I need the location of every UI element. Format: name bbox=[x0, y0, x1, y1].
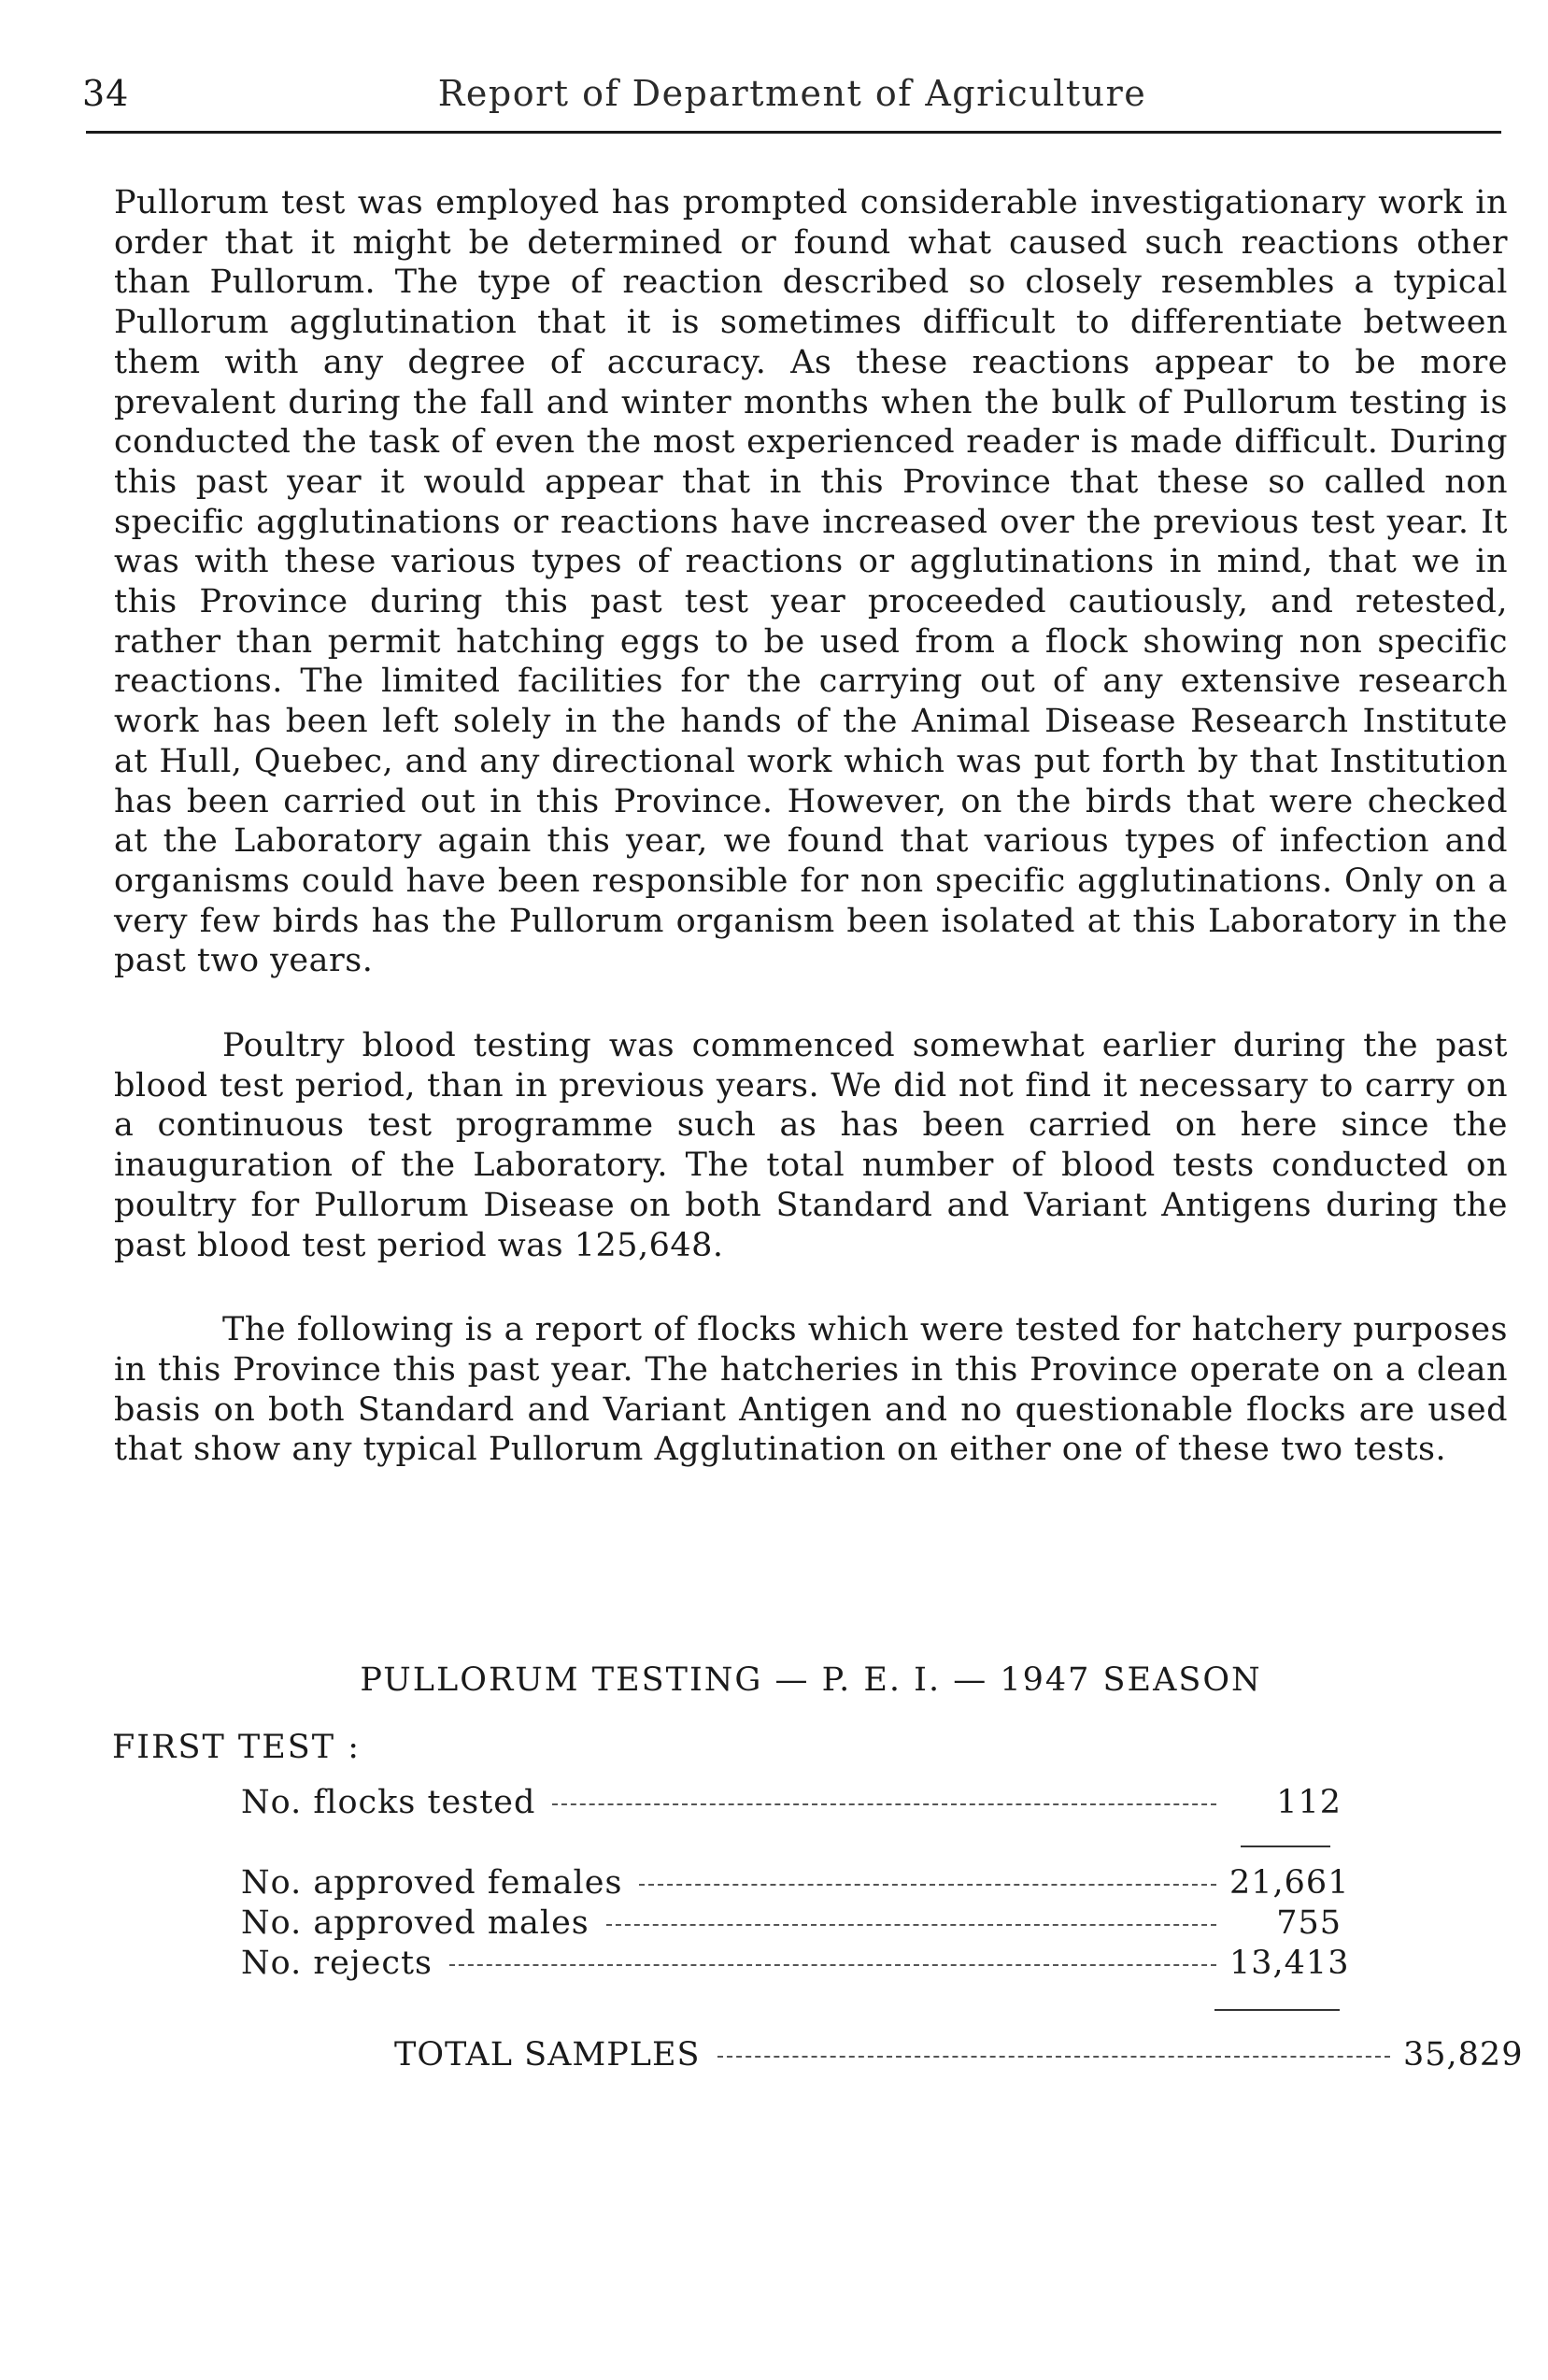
table-row bbox=[241, 1864, 1350, 1905]
row-label: No. flocks tested bbox=[241, 1784, 536, 1821]
row-value: 21,661 bbox=[1229, 1864, 1350, 1902]
dot-leader bbox=[552, 1803, 1216, 1805]
dot-leader bbox=[449, 1964, 1216, 1966]
sum-rule bbox=[1241, 1846, 1330, 1847]
row-value: 112 bbox=[1276, 1784, 1342, 1821]
body-text bbox=[114, 183, 1508, 1515]
table-row bbox=[241, 1945, 1350, 1986]
table-row bbox=[241, 1904, 1342, 1945]
paragraph: Poultry blood testing was commenced somewhat earlier during the past blood test period, than in previous years. We did not find it necessary to carry on a continuous test programme such as has been carried on here since the inauguration of the Laboratory. The total number of blood tests conducted on poultry for Pullorum Disease on both Standard and Variant Antigens during the past blood test period was 125,648. bbox=[114, 1027, 1508, 1264]
row-label: No. approved males bbox=[241, 1904, 589, 1942]
row-label: No. rejects bbox=[241, 1945, 433, 1982]
dot-leader bbox=[717, 2056, 1390, 2058]
paragraph: Pullorum test was employed has prompted considerable investigationary work in order that it might be determined or found what caused such reactions other than Pullorum. The type of reaction described so closely resembles a typical Pullorum agglutination that it is sometimes difficult to differentiate between them with any degree of accuracy. As these reactions appear to be more prevalent during the fall and winter months when the bulk of Pullorum testing is conducted the task of even the most experienced reader is made difficult. During this past year it would appear that in this Province that these so called non specific agglutinations or reactions have increased over the previous test year. It was with these various types of reactions or agglutinations in mind, that we in this Province during this past test year proceeded cautiously, and retested, rather than permit hatching eggs to be used from a flock showing non specific reactions. The limited facilities for the carrying out of any extensive research work has been left solely in the hands of the Animal Disease Research Institute at Hull, Quebec, and any directional work which was put forth by that Institution has been carried out in this Province. However, on the birds that were checked at the Laboratory again this year, we found that various types of infection and organisms could have been responsible for non specific agglutinations. Only on a very few birds has the Pullorum organism been isolated at this Laboratory in the past two years. bbox=[114, 184, 1508, 980]
table-row bbox=[241, 1784, 1342, 1825]
total-value: 35,829 bbox=[1403, 2036, 1524, 2074]
row-label: No. approved females bbox=[241, 1864, 623, 1902]
dot-leader bbox=[639, 1884, 1216, 1886]
header-rule bbox=[86, 131, 1501, 134]
page-number: 34 bbox=[82, 73, 130, 114]
section-label: FIRST TEST : bbox=[112, 1729, 362, 1766]
paragraph: The following is a report of flocks which were tested for hatchery purposes in this Province this past year. The hatcheries in this Province operate on a clean basis on both Standard and Variant Antigen and no questionable flocks are used that show any typical Pullorum Agglutination on either one of these two tests. bbox=[114, 1311, 1508, 1469]
row-value: 13,413 bbox=[1229, 1945, 1350, 1982]
running-title: Report of Department of Agriculture bbox=[437, 73, 1147, 114]
total-label: TOTAL SAMPLES bbox=[394, 2036, 701, 2074]
table-heading: PULLORUM TESTING — P. E. I. — 1947 SEASON bbox=[360, 1661, 1262, 1699]
sum-rule bbox=[1214, 2009, 1340, 2011]
dot-leader bbox=[606, 1924, 1216, 1926]
row-value: 755 bbox=[1276, 1904, 1342, 1942]
page-header bbox=[82, 73, 1502, 129]
total-row bbox=[394, 2036, 1524, 2077]
